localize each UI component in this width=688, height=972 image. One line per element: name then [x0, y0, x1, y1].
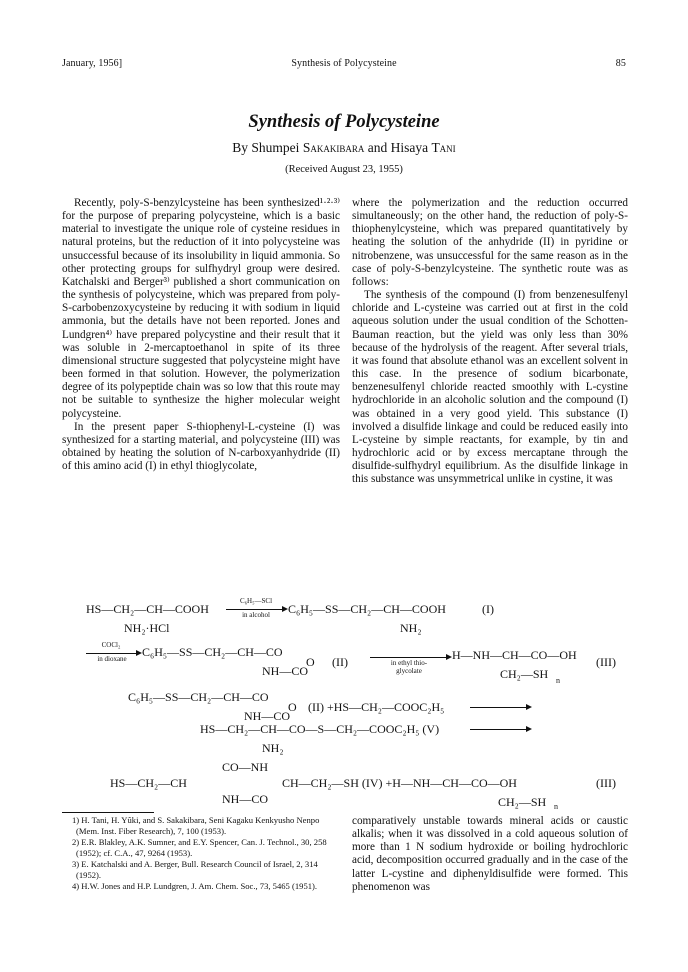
scheme-r2-condition: in dioxane: [97, 655, 127, 663]
scheme-r4-sub: NH₂: [262, 741, 284, 755]
scheme-r3-ring-o: O: [288, 700, 297, 714]
scheme-r5-label: (III): [596, 776, 616, 790]
scheme-arrow: [370, 657, 448, 658]
author1-surname: Sakakibara: [302, 140, 365, 155]
received-date: (Received August 23, 1955): [285, 164, 403, 175]
footnote: 1) H. Tani, H. Yûki, and S. Sakakibara, Seni Kagaku Kenkyusho Nenpo (Mem. Inst. Fiber Research), 7, 100 (1953).: [72, 815, 320, 836]
paragraph: comparatively unstable towards mineral acids or caustic alkalis; when it was dissolved in a cold aqueous solution of more than 1 N sodium hydroxide or boiling hydrochloric acid, decomposition occurred gradually and in the case of the latter L-cystine and diphenyldisulfide were formed. This phenomenon was: [352, 815, 628, 893]
paragraph: where the polymerization and the reduction occurred simultaneously; on the other hand, the reduction of poly-S-thiophenylcysteine, which was prepared quantitatively by heating the solution of the anhydride (II) in pyridine or nitrobenzene, was unsuccessful for the same reason as in the case of poly-S-benzylcysteine. The synthetic route was as follows:: [352, 197, 628, 288]
byline-prefix: By Shumpei: [232, 140, 303, 155]
paragraph: The synthesis of the compound (I) from benzenesulfenyl chloride and L-cysteine was carried out at first in the cold aqueous solution under the usual condition of the Schotten-Bauman reaction, but the yield was only less than 30% because of the hydrolysis of the reagent. After several trials, it was found that absolute ethanol was an excellent solvent in this case. In the presence of sodium bicarbonate, benzenesulfenyl chloride reacted smoothly with L-cystine hydrochloride in an alcoholic solution and the compound (I) was obtained in a very good yield. This substance (I) involved a disulfide linkage and could be reduced easily into L-cysteine by simple reactants, for example, by tin and hydrochloric acid or by excess mercaptane through the disulfide-sulfhydryl equilibrium. As the disulfide linkage in this substance was unsymmetrical unlike in cystine, it was: [352, 289, 628, 486]
paragraph: Recently, poly-S-benzylcysteine has been synthesized¹·²·³⁾ for the purpose of preparing polycysteine, which is a basic material to investigate the unique role of cysteine residues in natural proteins, but the reduction of it into polycysteine was unsuccessful because of its insolubility in liquid ammonia. So other protecting groups for sulfhydryl group were desired. Katchalski and Berger³⁾ published a short communication on the synthesis of polycysteine, which was prepared from poly-S-carbobenzoxycysteine by reducing it with sodium in liquid ammonia, but the details have not been reported. Jones and Lundgren⁴⁾ have prepared polycystine and their result that it was soluble in 2-mercaptoethanol in spite of its three dimensional structure suggested that polycysteine might have been formed in that solution. However, the polymerization degree of its polypeptide chain was so low that this route may not be suitable to synthesize the higher molecular weight polycysteine.: [62, 197, 340, 420]
scheme-r5-top: CO—NH: [222, 760, 269, 774]
scheme-r2-condition2: in ethyl thio-: [390, 659, 428, 667]
scheme-arrow: [86, 653, 138, 654]
scheme-r5-left: HS—CH₂—CH: [110, 776, 187, 790]
scheme-r5-right: CH—CH₂—SH (IV) +H—NH—CH—CO—OH: [282, 776, 517, 790]
scheme-r1-product-sub: NH₂: [400, 621, 422, 635]
byline: [0, 140, 688, 156]
scheme-arrow: [470, 729, 528, 730]
scheme-r2-ring-o: O: [306, 655, 315, 669]
scheme-r1-condition: in alcohol: [242, 611, 270, 619]
byline-middle: and Hisaya: [364, 140, 432, 155]
paragraph: In the present paper S-thiophenyl-L-cysteine (I) was synthesized for a starting material, and polycysteine (III) was obtained by heating the solution of N-carboxyanhydride (II) of this amino acid (I) in ethyl thioglycolate,: [62, 420, 340, 473]
scheme-r2-reactant: C₆H₅—SS—CH₂—CH—CO: [142, 645, 283, 659]
scheme-arrow: [470, 707, 528, 708]
scheme-r2-product: H—NH—CH—CO—OH: [452, 648, 577, 662]
footnote: 3) E. Katchalski and A. Berger, Bull. Research Council of Israel, 2, 314 (1952).: [72, 859, 318, 880]
scheme-arrow: [226, 609, 284, 610]
body-column-right-bottom: [352, 815, 628, 894]
scheme-r2-condition2b: glycolate: [396, 667, 422, 675]
scheme-r5-bottom: NH—CO: [222, 792, 269, 806]
author2-surname: Tani: [431, 140, 456, 155]
scheme-r1-reactant-sub: NH₂·HCl: [124, 621, 170, 635]
footnote: 4) H.W. Jones and H.P. Lundgren, J. Am. Chem. Soc., 73, 5465 (1951).: [72, 881, 318, 891]
running-header-date: January, 1956]: [62, 58, 123, 69]
scheme-r3-reactant-sub: NH—CO: [244, 709, 291, 723]
footnote-rule: [62, 812, 154, 813]
scheme-r2-n: n: [556, 676, 560, 685]
scheme-r3-mid: (II) +HS—CH₂—COOC₂H₅: [308, 700, 445, 714]
arrow-head-icon: [526, 704, 532, 710]
scheme-r1-product: C₆H₅—SS—CH₂—CH—COOH: [288, 602, 446, 616]
scheme-r3-reactant: C₆H₅—SS—CH₂—CH—CO: [128, 690, 269, 704]
body-column-right: [352, 197, 628, 486]
footnotes: [62, 815, 334, 892]
arrow-head-icon: [526, 726, 532, 732]
scheme-r2-reactant-sub: NH—CO: [262, 664, 309, 678]
scheme-r2-label: (III): [596, 655, 616, 669]
scheme-r1-reactant: HS—CH₂—CH—COOH: [86, 602, 209, 616]
scheme-r5-sub: CH₂—SH: [498, 795, 547, 809]
scheme-r2-reagent: COCl₂: [101, 641, 121, 649]
article-title: Synthesis of Polycysteine: [248, 112, 440, 132]
scheme-r1-label: (I): [482, 602, 494, 616]
footnote: 2) E.R. Blakley, A.K. Sumner, and E.Y. Spencer, Can. J. Technol., 30, 258 (1952); cf. C.A., 47, 9264 (1953).: [72, 837, 327, 858]
scheme-r2-product-sub: CH₂—SH: [500, 667, 549, 681]
scheme-r4: HS—CH₂—CH—CO—S—CH₂—COOC₂H₅ (V): [200, 722, 440, 736]
body-column-left: [62, 197, 340, 473]
scheme-r1-reagent: C₆H₅—SCl: [239, 597, 273, 605]
running-header-title: Synthesis of Polycysteine: [291, 58, 397, 69]
scheme-r5-n: n: [554, 802, 558, 811]
page-number: 85: [615, 58, 626, 69]
scheme-r2-label-mid: (II): [332, 655, 348, 669]
